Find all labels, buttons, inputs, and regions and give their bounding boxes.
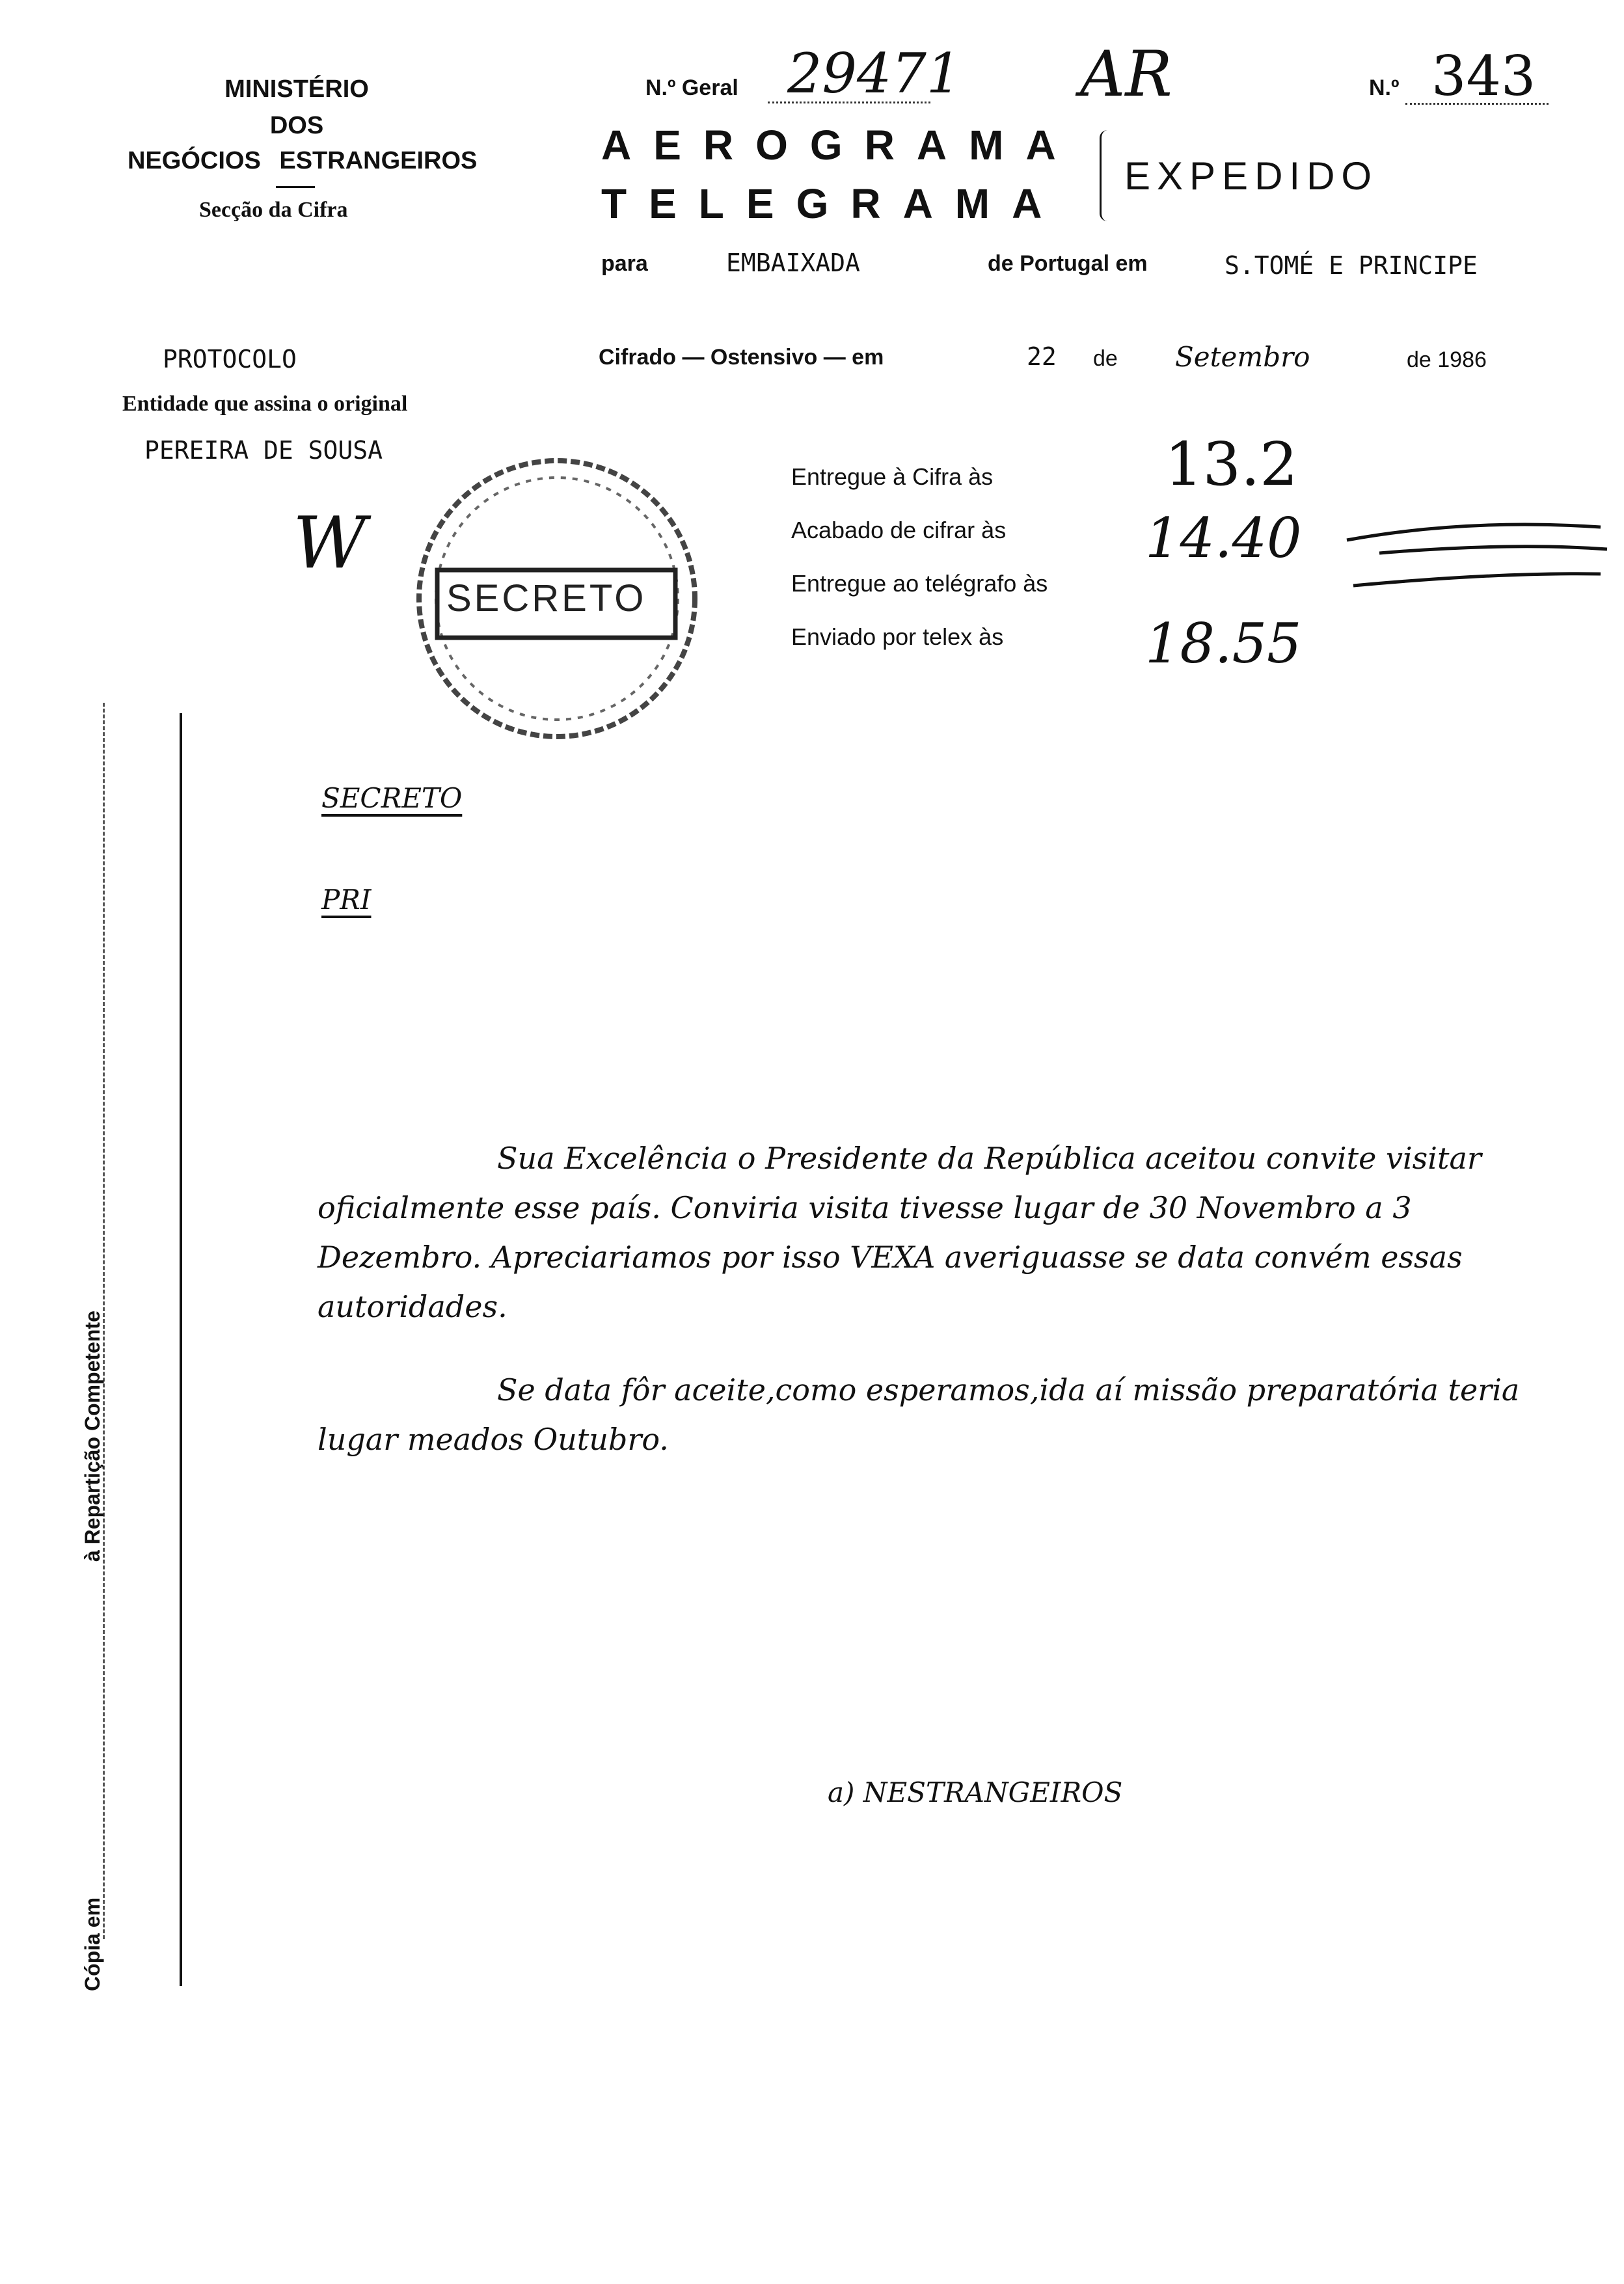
margin-solid-line: [180, 713, 182, 1986]
ministry-line1: MINISTÉRIO: [224, 75, 369, 103]
year-label: de 1986: [1407, 347, 1487, 372]
competent-label: à Repartição Competente: [81, 1311, 104, 1562]
signer-name: PEREIRA DE SOUSA: [144, 436, 383, 465]
aerograma-heading: AEROGRAMA: [601, 122, 1078, 169]
time-label-1: Acabado de cifrar às: [791, 517, 1007, 543]
priority-label: PRI: [321, 884, 372, 916]
message-paragraph-1: Sua Excelência o Presidente da República aceitou convite visitar oficialmente esse país. Conviria visita tivesse lugar de 30 Novembro a 3 Dezembro. Apreciariamos por isso VEXA averiguasse se data convém essas autoridades.: [318, 1141, 1482, 1324]
destination: S.TOMÉ E PRINCIPE: [1225, 251, 1478, 280]
handwritten-initials: W: [293, 501, 367, 584]
section-label: Secção da Cifra: [199, 198, 348, 222]
geral-label: N.º Geral: [645, 75, 738, 100]
time-value-3: 18.55: [1145, 612, 1302, 675]
time-value-0: 13.2: [1165, 429, 1298, 499]
time-label-2: Entregue ao telégrafo às: [791, 570, 1048, 597]
telegrama-heading: TELEGRAMA: [601, 180, 1064, 227]
classification-label: SECRETO: [321, 782, 463, 814]
para-value: EMBAIXADA: [726, 249, 860, 277]
ministry-line3: NEGÓCIOS ESTRANGEIROS: [128, 147, 478, 174]
number-value: 343: [1431, 44, 1536, 108]
number-label: N.º: [1369, 75, 1400, 100]
time-row-label-0: [791, 463, 1130, 491]
protocol-label: PROTOCOLO: [163, 345, 297, 374]
cifrado-label: Cifrado — Ostensivo — em: [599, 345, 884, 370]
de-label: de: [1093, 346, 1118, 371]
ministry-divider: [276, 186, 315, 188]
message-paragraph-2: Se data fôr aceite,como esperamos,ida aí missão preparatória teria lugar meados Outubro.: [318, 1372, 1520, 1457]
geral-initials: AR: [1080, 38, 1172, 111]
time-label-0: Entregue à Cifra às: [791, 463, 994, 490]
ministry-line2: DOS: [269, 112, 324, 139]
stamp-text: SECRETO: [446, 577, 647, 619]
para-label: para: [601, 251, 648, 276]
month-value: Setembro: [1175, 341, 1310, 373]
expedido-label: EXPEDIDO: [1124, 154, 1379, 198]
time-label-3: Enviado por telex às: [791, 623, 1004, 650]
signature: a) NESTRANGEIROS: [828, 1776, 1123, 1808]
signer-label: Entidade que assina o original: [122, 392, 408, 416]
day-value: 22: [1027, 342, 1057, 371]
de-portugal-label: de Portugal em: [988, 251, 1148, 276]
handwritten-strokes: [1340, 501, 1614, 599]
copy-label: Cópia em: [81, 1897, 104, 1991]
time-value-1: 14.40: [1145, 506, 1302, 570]
geral-number: 29471: [787, 42, 962, 105]
heading-brace: [1100, 130, 1113, 221]
